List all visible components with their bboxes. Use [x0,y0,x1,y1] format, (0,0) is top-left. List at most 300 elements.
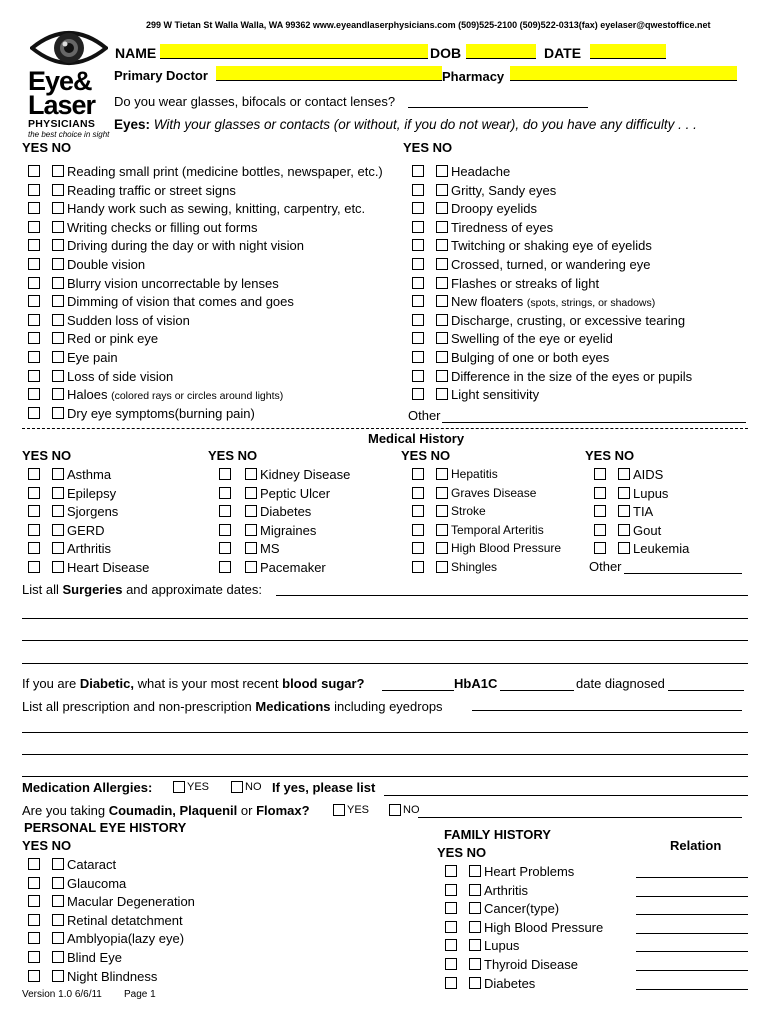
yes-checkbox[interactable] [412,487,424,499]
no-checkbox[interactable] [436,505,448,517]
yes-checkbox[interactable] [594,468,606,480]
item-label: MS [260,541,280,557]
glasses-question: Do you wear glasses, bifocals or contact lenses? [114,94,396,109]
medical-history-title: Medical History [368,431,465,446]
yes-checkbox[interactable] [28,314,40,326]
no-checkbox[interactable] [52,277,64,289]
diabetic-p1: If you are [22,676,80,691]
no-checkbox[interactable] [52,370,64,382]
yes-checkbox[interactable] [28,970,40,982]
footer-page: Page 1 [124,989,156,1000]
item-text [67,950,122,965]
item-label: Temporal Arteritis [451,522,544,537]
blood-sugar-line[interactable] [382,690,454,691]
no-checkbox[interactable] [52,258,64,270]
logo-line2: Laser [28,90,96,120]
no-checkbox[interactable] [52,524,64,536]
yes-checkbox[interactable] [219,505,231,517]
item-text [67,504,118,519]
footer-version: Version 1.0 6/6/11 [22,989,102,1000]
item-label: Kidney Disease [260,467,351,482]
no-checkbox[interactable] [52,332,64,344]
item-label: Peptic Ulcer [260,485,331,501]
no-checkbox[interactable] [52,407,64,419]
item-text [67,220,258,235]
no-checkbox[interactable] [52,877,64,889]
no-checkbox[interactable] [469,884,481,896]
yes-checkbox[interactable] [28,388,40,400]
diabetic-b1: Diabetic, [79,676,134,691]
item-label: Discharge, crusting, or excessive tearing [451,312,686,328]
item-label: Graves Disease [451,485,537,500]
yes-checkbox[interactable] [28,524,40,536]
item-label: Night Blindness [67,968,158,984]
item-text [451,164,510,179]
item-text [67,238,304,253]
yes-checkbox[interactable] [594,542,606,554]
item-label: Hepatitis [451,467,498,481]
yes-checkbox[interactable] [28,351,40,363]
item-text [260,560,326,575]
yes-checkbox[interactable] [28,165,40,177]
medications-label [22,700,443,713]
item-label: Cataract [67,857,117,872]
yes-checkbox[interactable] [412,370,424,382]
yes-checkbox[interactable] [445,884,457,896]
no-checkbox[interactable] [52,505,64,517]
yes-checkbox[interactable] [412,524,424,536]
no-checkbox[interactable] [245,505,257,517]
yes-checkbox[interactable] [412,221,424,233]
yes-checkbox[interactable] [28,258,40,270]
item-text [451,276,599,291]
allergies-no-label: NO [245,781,262,793]
item-label: Heart Disease [67,560,150,575]
yes-checkbox[interactable] [445,921,457,933]
surgeries-label [22,583,262,596]
no-checkbox[interactable] [618,505,630,517]
medical-yes-no-1: YES NO [22,448,72,463]
yes-checkbox[interactable] [412,202,424,214]
yes-checkbox[interactable] [412,184,424,196]
surgeries-suffix: and approximate dates: [122,582,262,597]
yes-checkbox[interactable] [28,184,40,196]
item-label: Gout [633,522,662,538]
item-label: Reading small print (medicine bottles, newspaper, etc.) [67,164,383,179]
item-text [451,467,498,481]
allergies-label: Medication Allergies: [22,780,153,795]
yes-checkbox[interactable] [28,332,40,344]
yes-checkbox[interactable] [28,895,40,907]
yes-checkbox[interactable] [28,202,40,214]
no-checkbox[interactable] [436,332,448,344]
item-label: Sjorgens [67,504,119,520]
item-label: Difference in the size of the eyes or pupils [451,368,693,384]
item-text [451,220,553,235]
yes-checkbox[interactable] [28,932,40,944]
name-label: NAME [115,45,157,61]
yes-checkbox[interactable] [412,388,424,400]
item-text [451,331,613,346]
yes-checkbox[interactable] [219,542,231,554]
no-checkbox[interactable] [245,561,257,573]
yes-checkbox[interactable] [412,258,424,270]
item-text [633,486,668,501]
item-label: Lupus [484,938,520,954]
dob-field[interactable] [466,44,536,59]
no-checkbox[interactable] [469,939,481,951]
item-text [484,976,535,991]
item-text [260,486,330,501]
item-text [67,201,365,216]
yes-checkbox[interactable] [594,487,606,499]
logo-tagline: the best choice in sight [28,130,110,139]
item-label: Thyroid Disease [484,957,578,972]
item-label: Driving during the day or with night vision [67,238,305,254]
medications-line-1[interactable] [472,710,742,711]
item-label: Cancer(type) [484,901,560,917]
coumadin-no-checkbox[interactable] [389,804,401,816]
yes-checkbox[interactable] [28,542,40,554]
no-checkbox[interactable] [436,239,448,251]
no-checkbox[interactable] [618,487,630,499]
yes-checkbox[interactable] [28,407,40,419]
no-checkbox[interactable] [52,914,64,926]
item-text [451,350,609,365]
allergies-if-yes: If yes, please list [272,780,376,795]
item-text [451,541,561,555]
doctor-label: Primary Doctor [114,68,208,83]
item-text [484,864,574,879]
item-label: Asthma [67,467,112,482]
no-checkbox[interactable] [469,958,481,970]
no-checkbox[interactable] [618,524,630,536]
no-checkbox[interactable] [436,487,448,499]
item-label: High Blood Pressure [484,919,604,935]
allergies-yes-label: YES [187,781,210,793]
no-checkbox[interactable] [436,351,448,363]
relation-line[interactable] [636,970,748,971]
logo [26,26,116,138]
dob-label: DOB [430,45,462,61]
item-label: Crossed, turned, or wandering eye [451,257,651,272]
item-label: Red or pink eye [67,331,159,347]
item-text [633,467,663,482]
yes-checkbox[interactable] [412,295,424,307]
no-checkbox[interactable] [52,351,64,363]
yes-checkbox[interactable] [445,865,457,877]
item-label: Blind Eye [67,950,122,965]
yes-checkbox[interactable] [412,314,424,326]
item-label: Light sensitivity [451,387,540,403]
item-text [260,467,350,482]
item-label: Tiredness of eyes [451,219,554,235]
item-text [67,857,116,872]
no-checkbox[interactable] [52,951,64,963]
no-checkbox[interactable] [52,932,64,944]
date-field[interactable] [590,44,666,59]
yes-checkbox[interactable] [445,902,457,914]
no-checkbox[interactable] [436,258,448,270]
no-checkbox[interactable] [52,184,64,196]
eyes-question [114,118,697,132]
eyes-yes-no-right: YES NO [403,140,453,155]
no-checkbox[interactable] [52,165,64,177]
no-checkbox[interactable] [436,524,448,536]
no-checkbox[interactable] [436,388,448,400]
item-label: Loss of side vision [67,368,174,384]
coumadin-line[interactable] [418,817,742,818]
no-checkbox[interactable] [436,370,448,382]
relation-line[interactable] [636,914,748,915]
yes-checkbox[interactable] [28,877,40,889]
eyes-other-line[interactable] [442,422,746,423]
no-checkbox[interactable] [52,561,64,573]
item-label: Double vision [67,257,146,272]
item-text [67,276,279,291]
yes-checkbox[interactable] [445,977,457,989]
item-text [67,467,111,482]
doctor-field[interactable] [216,66,442,81]
item-text [67,313,190,328]
no-checkbox[interactable] [52,970,64,982]
medications-suffix: including eyedrops [330,699,443,714]
item-text [484,901,559,916]
coumadin-b1: Coumadin, Plaquenil [108,803,238,818]
item-text [67,560,149,575]
item-label: AIDS [633,467,664,482]
no-checkbox[interactable] [245,542,257,554]
item-label: TIA [633,504,654,520]
yes-checkbox[interactable] [28,858,40,870]
yes-checkbox[interactable] [412,332,424,344]
item-note: (colored rays or circles around lights) [111,390,284,403]
no-checkbox[interactable] [52,468,64,480]
yes-checkbox[interactable] [594,524,606,536]
diabetic-b2: blood sugar? [282,676,365,691]
glasses-answer-line[interactable] [408,107,588,108]
allergies-line[interactable] [384,795,748,796]
no-checkbox[interactable] [469,865,481,877]
yes-checkbox[interactable] [412,468,424,480]
date-diagnosed-line[interactable] [668,690,744,691]
item-label: Haloes [67,387,108,403]
item-text [67,257,145,272]
no-checkbox[interactable] [52,295,64,307]
yes-checkbox[interactable] [412,239,424,251]
no-checkbox[interactable] [436,221,448,233]
item-text [67,876,126,891]
pharmacy-field[interactable] [510,66,737,81]
item-label: Blurry vision uncorrectable by lenses [67,275,279,291]
surgeries-line-3[interactable] [22,640,748,641]
no-checkbox[interactable] [52,895,64,907]
medical-other-label: Other [589,559,622,574]
no-checkbox[interactable] [436,184,448,196]
item-text [451,238,652,253]
item-text [451,294,655,309]
no-checkbox[interactable] [436,468,448,480]
item-label: Diabetes [260,504,312,520]
no-checkbox[interactable] [436,561,448,573]
surgeries-line-4[interactable] [22,663,748,664]
no-checkbox[interactable] [436,542,448,554]
no-checkbox[interactable] [52,202,64,214]
item-text [260,504,311,519]
item-label: Glaucoma [67,875,127,891]
surgeries-bold: Surgeries [62,582,123,597]
item-text [67,486,116,501]
item-text [67,913,183,928]
yes-checkbox[interactable] [28,221,40,233]
item-text [67,894,195,909]
item-label: Retinal detatchment [67,912,183,928]
item-label: Migraines [260,522,317,538]
yes-checkbox[interactable] [445,958,457,970]
item-label: New floaters [451,294,524,310]
item-text [451,504,486,518]
no-checkbox[interactable] [469,977,481,989]
item-text [633,541,689,556]
coumadin-yes-checkbox[interactable] [333,804,345,816]
yes-checkbox[interactable] [28,370,40,382]
item-label: Diabetes [484,975,536,991]
item-label: Dimming of vision that comes and goes [67,294,294,310]
pharmacy-label: Pharmacy [442,69,505,84]
no-checkbox[interactable] [52,221,64,233]
yes-checkbox[interactable] [594,505,606,517]
coumadin-b2: Flomax? [256,803,310,818]
item-text [67,406,255,421]
item-label: Swelling of the eye or eyelid [451,331,613,347]
medical-other-line[interactable] [624,573,742,574]
item-label: Gritty, Sandy eyes [451,182,557,198]
yes-checkbox[interactable] [219,487,231,499]
hba1c-line[interactable] [500,690,574,691]
medications-line-4[interactable] [22,776,748,777]
name-field[interactable] [160,44,428,59]
yes-checkbox[interactable] [412,351,424,363]
item-label: Flashes or streaks of light [451,275,600,291]
item-text [451,387,539,402]
item-label: Headache [451,164,511,179]
no-checkbox[interactable] [436,295,448,307]
yes-checkbox[interactable] [28,487,40,499]
no-checkbox[interactable] [52,388,64,400]
no-checkbox[interactable] [52,314,64,326]
no-checkbox[interactable] [436,165,448,177]
medications-line-3[interactable] [22,754,748,755]
no-checkbox[interactable] [52,542,64,554]
no-checkbox[interactable] [52,858,64,870]
surgeries-line-2[interactable] [22,618,748,619]
item-label: Epilepsy [67,485,117,501]
medical-yes-no-3: YES NO [401,448,451,463]
yes-checkbox[interactable] [28,468,40,480]
no-checkbox[interactable] [618,468,630,480]
item-label: Droopy eyelids [451,201,537,217]
item-text [451,486,536,500]
yes-checkbox[interactable] [28,951,40,963]
medications-bold: Medications [255,699,331,714]
yes-checkbox[interactable] [445,939,457,951]
item-text [451,560,497,574]
personal-eye-yes-no: YES NO [22,838,72,853]
relation-line[interactable] [636,989,748,990]
no-checkbox[interactable] [618,542,630,554]
no-checkbox[interactable] [52,239,64,251]
date-diagnosed-label: date diagnosed [576,676,665,691]
no-checkbox[interactable] [436,202,448,214]
yes-checkbox[interactable] [412,561,424,573]
item-text [67,164,383,179]
yes-checkbox[interactable] [219,524,231,536]
no-checkbox[interactable] [436,314,448,326]
allergies-no-checkbox[interactable] [231,781,243,793]
no-checkbox[interactable] [469,921,481,933]
item-text [633,523,661,538]
item-label: GERD [67,522,105,538]
medical-yes-no-4: YES NO [585,448,635,463]
item-text [633,504,653,519]
item-note: (spots, strings, or shadows) [526,297,656,310]
yes-checkbox[interactable] [28,561,40,573]
no-checkbox[interactable] [52,487,64,499]
item-text [451,183,556,198]
yes-checkbox[interactable] [412,165,424,177]
no-checkbox[interactable] [245,524,257,536]
relation-line[interactable] [636,951,748,952]
relation-line[interactable] [636,877,748,878]
yes-checkbox[interactable] [219,468,231,480]
eyes-label: Eyes: [114,117,151,132]
no-checkbox[interactable] [245,468,257,480]
personal-eye-title: PERSONAL EYE HISTORY [24,820,187,835]
item-label: Arthritis [67,541,112,557]
yes-checkbox[interactable] [219,561,231,573]
no-checkbox[interactable] [245,487,257,499]
no-checkbox[interactable] [469,902,481,914]
yes-checkbox[interactable] [28,914,40,926]
item-text [67,350,118,365]
yes-checkbox[interactable] [28,277,40,289]
coumadin-question [22,804,310,817]
allergies-yes-checkbox[interactable] [173,781,185,793]
yes-checkbox[interactable] [412,542,424,554]
logo-line3: PHYSICIANS [28,118,96,130]
item-label: Sudden loss of vision [67,312,190,328]
medications-line-2[interactable] [22,732,748,733]
coumadin-p1: Are you taking [22,803,109,818]
item-text [67,294,294,309]
yes-checkbox[interactable] [28,295,40,307]
relation-line[interactable] [636,933,748,934]
item-label: Stroke [451,504,486,519]
eye-logo-icon [30,26,108,70]
yes-checkbox[interactable] [412,277,424,289]
item-text [260,541,280,556]
item-label: Twitching or shaking eye of eyelids [451,238,652,254]
surgeries-line-1[interactable] [276,595,748,596]
no-checkbox[interactable] [436,277,448,289]
family-yes-no: YES NO [437,845,487,860]
yes-checkbox[interactable] [28,505,40,517]
yes-checkbox[interactable] [412,505,424,517]
family-title: FAMILY HISTORY [444,827,551,842]
item-text [484,957,578,972]
relation-line[interactable] [636,896,748,897]
yes-checkbox[interactable] [28,239,40,251]
